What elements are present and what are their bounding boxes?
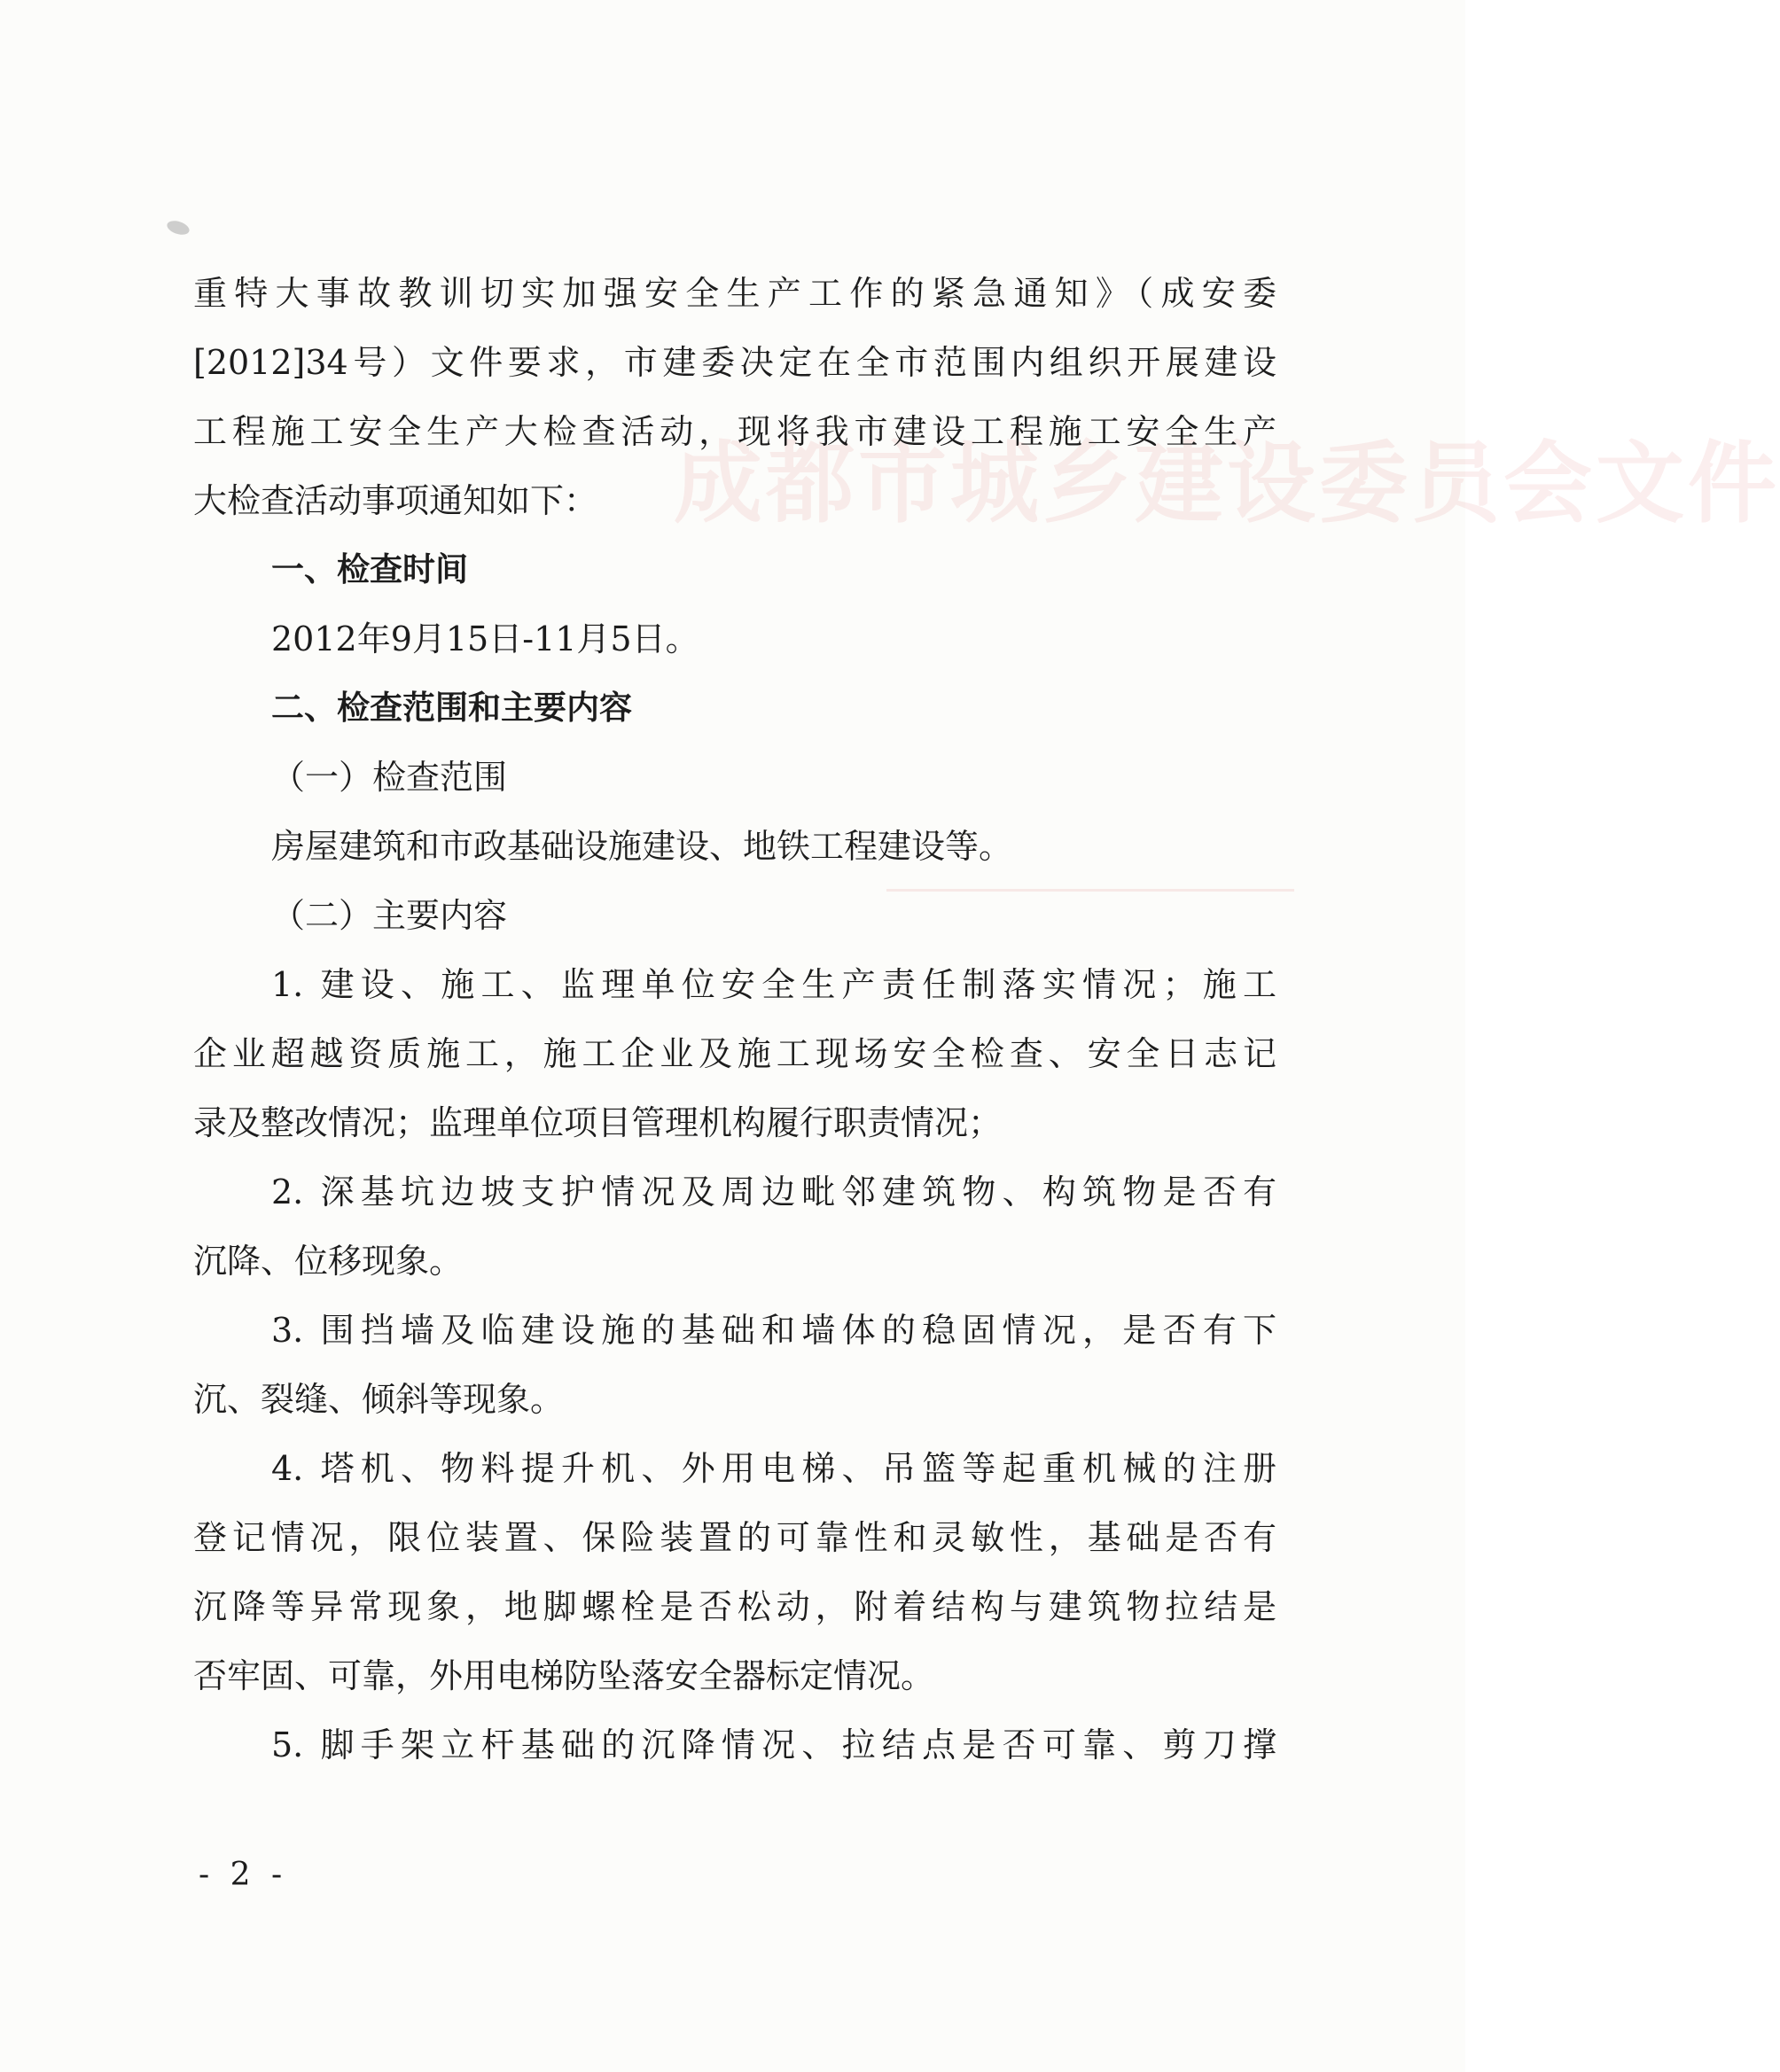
item-2-line: 2. 深基坑边坡支护情况及周边毗邻建筑物、构筑物是否有 [271, 1172, 1276, 1211]
subheading-content: （二）主要内容 [271, 896, 508, 935]
item-3-line: 沉、裂缝、倾斜等现象。 [193, 1380, 565, 1419]
document-body [193, 259, 1276, 1780]
body-line: 工程施工安全生产大检查活动，现将我市建设工程施工安全生产 [193, 412, 1276, 451]
item-5-line: 5. 脚手架立杆基础的沉降情况、拉结点是否可靠、剪刀撑 [271, 1725, 1276, 1764]
item-4-line: 登记情况，限位装置、保险装置的可靠性和灵敏性，基础是否有 [193, 1518, 1276, 1557]
page-number: - 2 - [199, 1857, 288, 1893]
item-4-line: 否牢固、可靠，外用电梯防坠落安全器标定情况。 [193, 1656, 935, 1695]
item-1-line: 录及整改情况；监理单位项目管理机构履行职责情况； [193, 1103, 1003, 1142]
scope-text: 房屋建筑和市政基础设施建设、地铁工程建设等。 [271, 827, 1013, 866]
time-text: 2012年9月15日-11月5日。 [271, 619, 699, 658]
body-line: 大检查活动事项通知如下： [193, 481, 598, 520]
bleed-through-watermark: 成都市城乡建设委员会文件 [674, 431, 1780, 535]
item-3-line: 3. 围挡墙及临建设施的基础和墙体的稳固情况，是否有下 [271, 1311, 1276, 1350]
section-heading-scope: 二、检查范围和主要内容 [271, 689, 632, 727]
item-1-line: 1. 建设、施工、监理单位安全生产责任制落实情况；施工 [271, 965, 1276, 1004]
body-line: [2012]34号）文件要求，市建委决定在全市范围内组织开展建设 [193, 343, 1276, 382]
scan-speck [165, 218, 191, 237]
item-2-line: 沉降、位移现象。 [193, 1242, 464, 1281]
subheading-scope: （一）检查范围 [271, 758, 508, 797]
body-line: 重特大事故教训切实加强安全生产工作的紧急通知》（成安委 [193, 274, 1276, 313]
item-1-line: 企业超越资质施工，施工企业及施工现场安全检查、安全日志记 [193, 1034, 1276, 1073]
item-4-line: 沉降等异常现象，地脚螺栓是否松动，附着结构与建筑物拉结是 [193, 1587, 1276, 1626]
item-4-line: 4. 塔机、物料提升机、外用电梯、吊篮等起重机械的注册 [271, 1449, 1276, 1488]
section-heading-time: 一、检查时间 [271, 550, 468, 588]
